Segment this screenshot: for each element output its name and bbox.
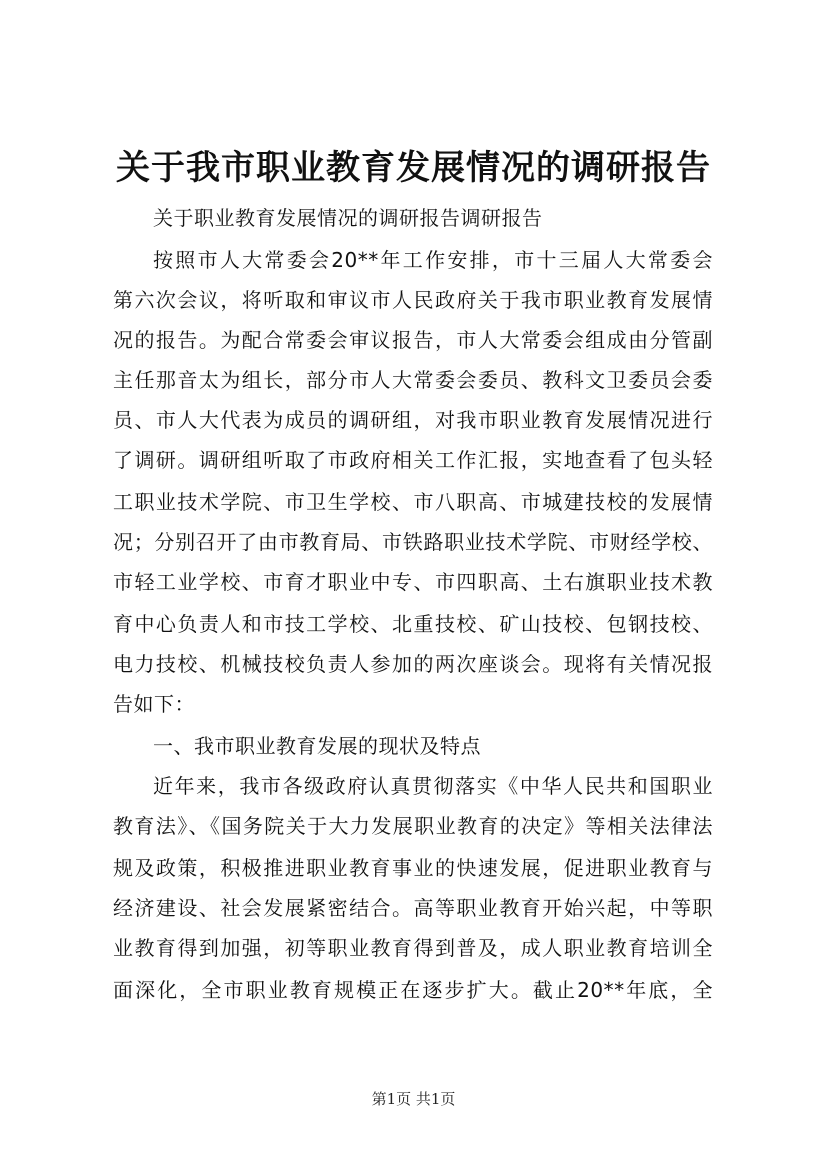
paragraph-line: 况；分别召开了由市教育局、市铁路职业技术学院、市财经学校、 xyxy=(113,530,713,554)
paragraph-line: 告如下： xyxy=(113,692,195,716)
paragraph-line: 规及政策，积极推进职业教育事业的快速发展，促进职业教育与 xyxy=(113,856,713,880)
paragraph-line: 经济建设、社会发展紧密结合。高等职业教育开始兴起，中等职 xyxy=(113,896,713,920)
paragraph-line: 主任那音太为组长，部分市人大常委会委员、教科文卫委员会委 xyxy=(113,368,713,392)
paragraph-line: 教育法》、《国务院关于大力发展职业教育的决定》等相关法律法 xyxy=(113,814,713,838)
paragraph-line: 近年来，我市各级政府认真贯彻落实《中华人民共和国职业 xyxy=(153,774,713,798)
document-title: 关于我市职业教育发展情况的调研报告 xyxy=(116,148,711,188)
paragraph-line: 面深化，全市职业教育规模正在逐步扩大。截止20**年底，全 xyxy=(113,978,713,1002)
paragraph-line: 按照市人大常委会20**年工作安排，市十三届人大常委会 xyxy=(153,248,713,272)
paragraph-line: 工职业技术学院、市卫生学校、市八职高、市城建技校的发展情 xyxy=(113,490,713,514)
paragraph-line: 员、市人大代表为成员的调研组，对我市职业教育发展情况进行 xyxy=(113,408,713,432)
section-heading: 一、我市职业教育发展的现状及特点 xyxy=(153,734,481,758)
paragraph-line: 电力技校、机械技校负责人参加的两次座谈会。现将有关情况报 xyxy=(113,652,713,676)
page-footer: 第1页 共1页 xyxy=(371,1090,456,1108)
document-subtitle: 关于职业教育发展情况的调研报告调研报告 xyxy=(153,206,543,230)
paragraph-line: 业教育得到加强，初等职业教育得到普及，成人职业教育培训全 xyxy=(113,936,713,960)
paragraph-line: 市轻工业学校、市育才职业中专、市四职高、土右旗职业技术教 xyxy=(113,570,713,594)
paragraph-line: 况的报告。为配合常委会审议报告，市人大常委会组成由分管副 xyxy=(113,328,713,352)
paragraph-line: 育中心负责人和市技工学校、北重技校、矿山技校、包钢技校、 xyxy=(113,612,713,636)
paragraph-line: 了调研。调研组听取了市政府相关工作汇报，实地查看了包头轻 xyxy=(113,448,713,472)
paragraph-line: 第六次会议，将听取和审议市人民政府关于我市职业教育发展情 xyxy=(113,288,713,312)
